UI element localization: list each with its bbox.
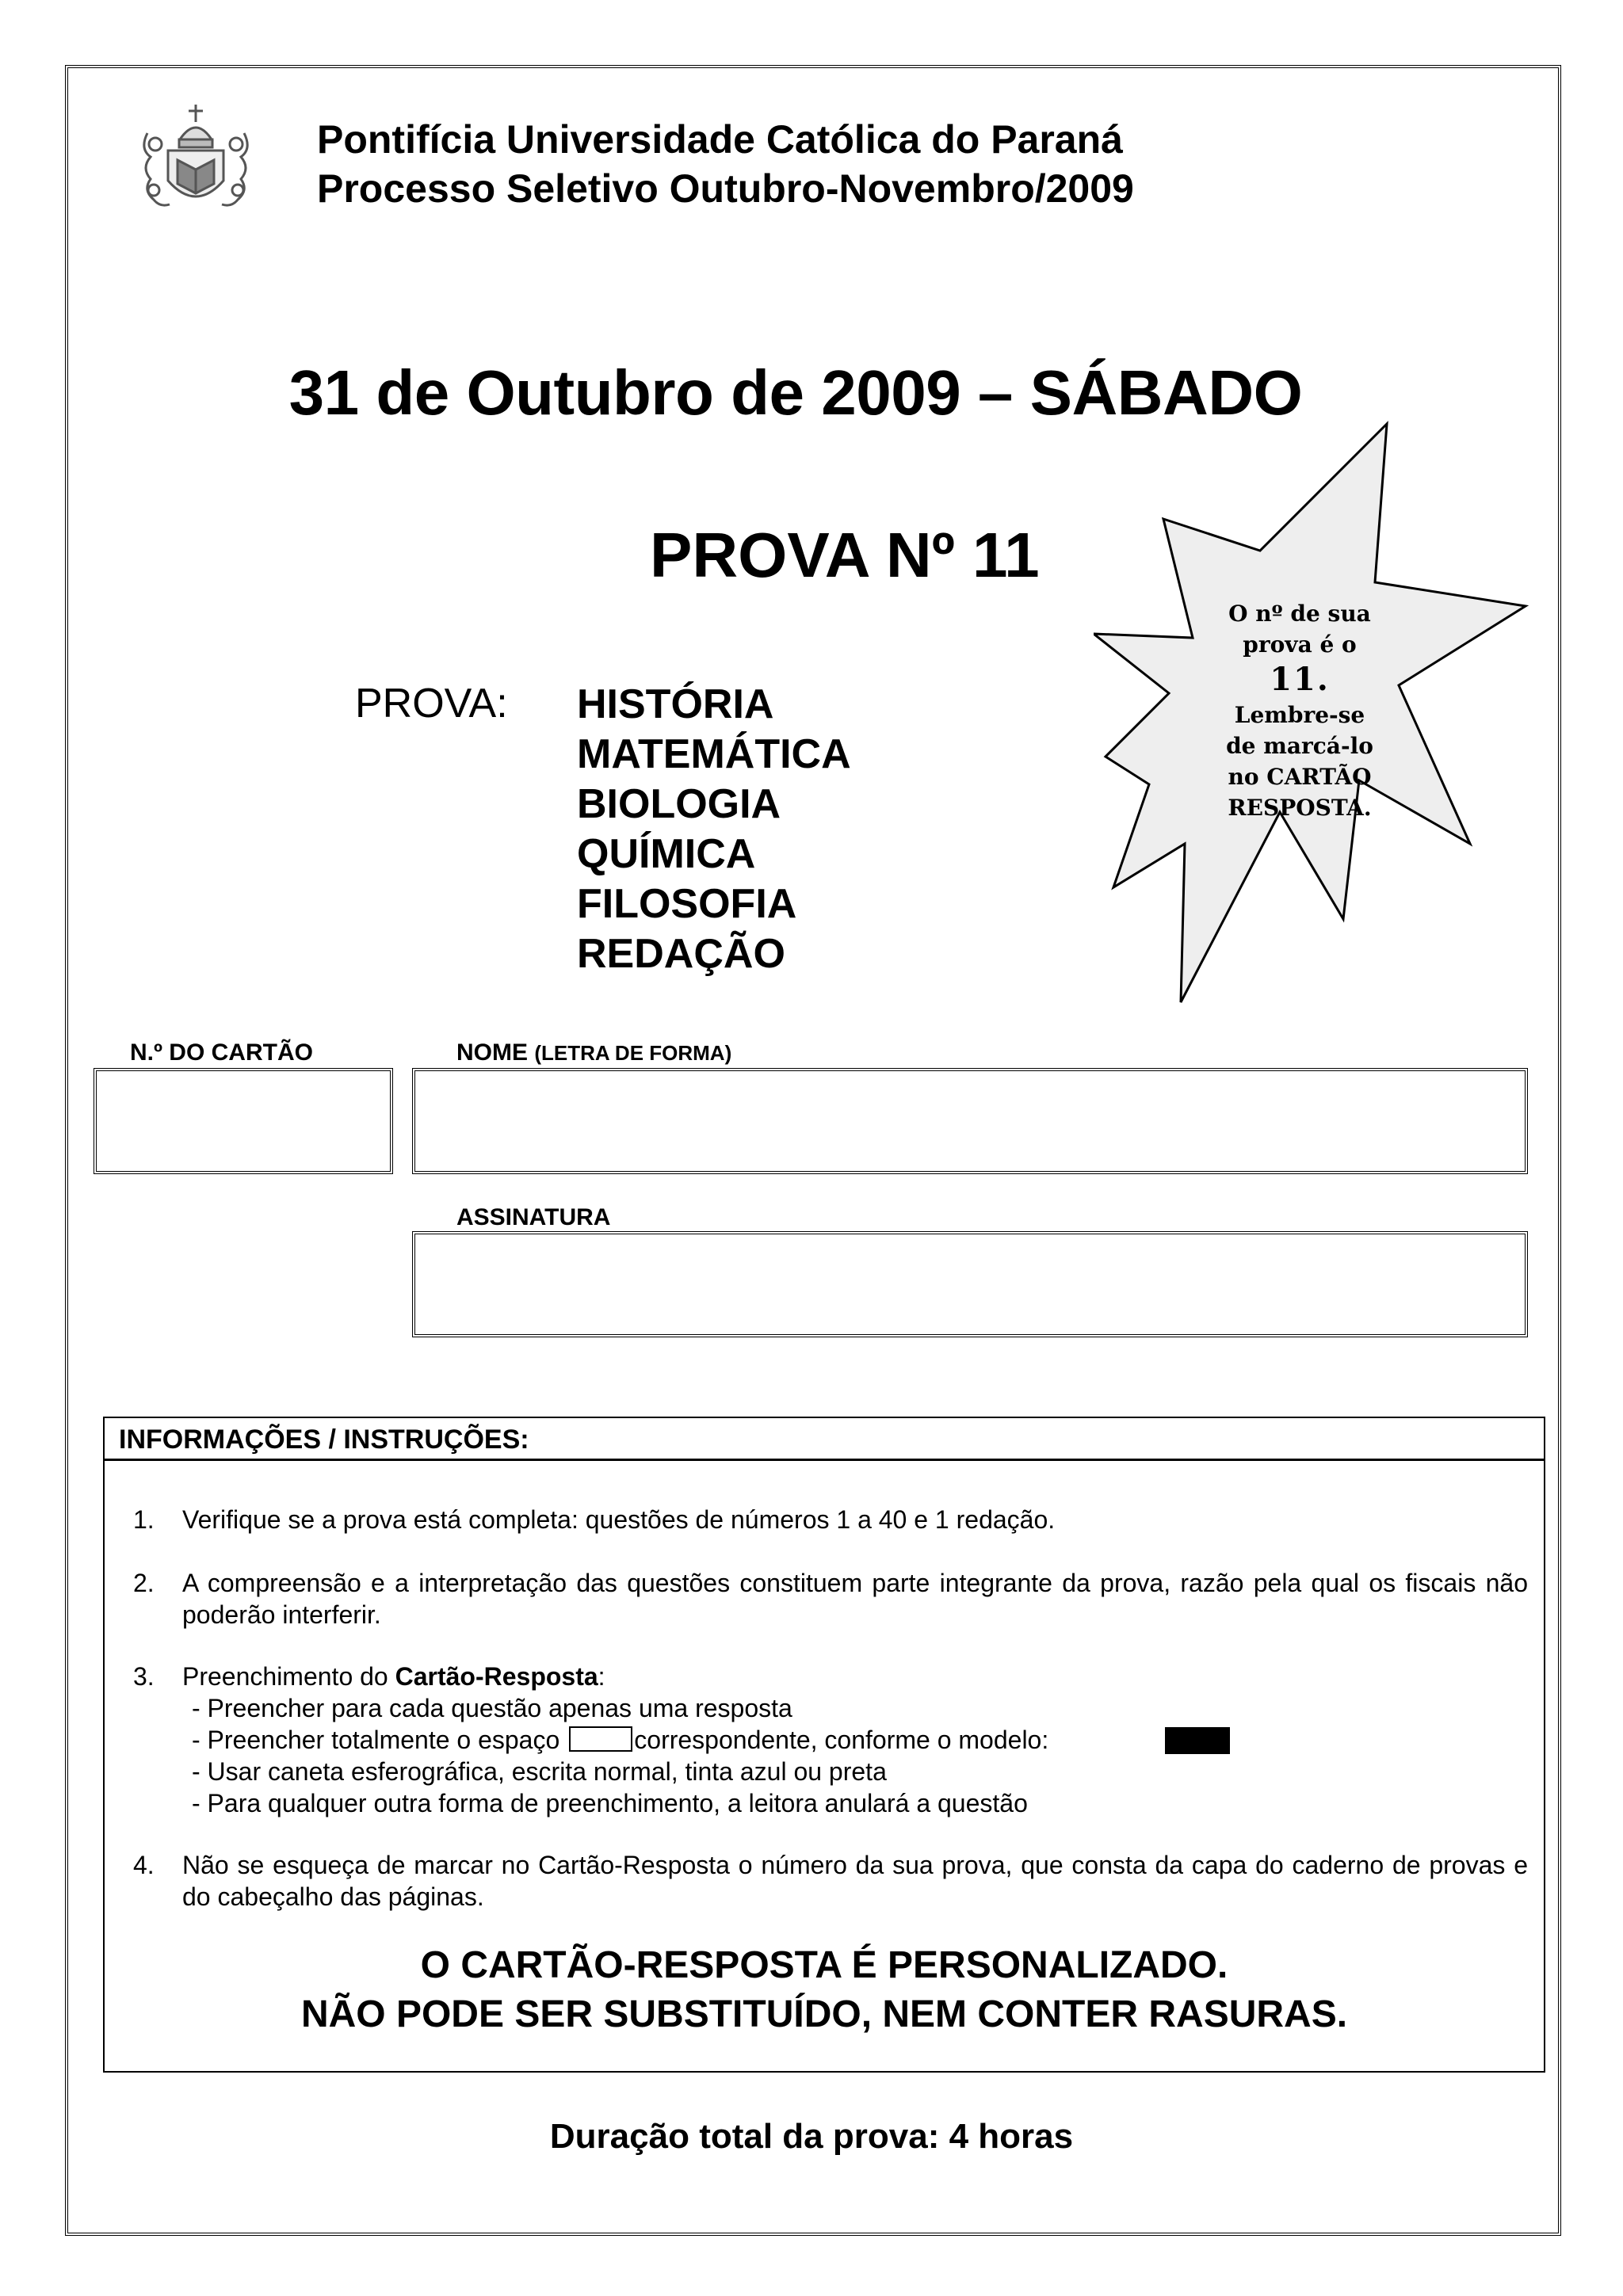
- subject-item: FILOSOFIA: [577, 881, 797, 927]
- reminder-text: [1181, 598, 1419, 823]
- instruction-sub-4: - Para qualquer outra forma de preenchimento, a leitora anulará a questão: [192, 1789, 1028, 1817]
- prova-number-title: PROVA Nº 11: [650, 520, 1040, 590]
- name-field[interactable]: [412, 1068, 1528, 1174]
- instructions-title: INFORMAÇÕES / INSTRUÇÕES:: [103, 1417, 1545, 1461]
- exam-date: [0, 357, 1623, 429]
- process-name: Processo Seletivo Outubro-Novembro/2009: [317, 166, 1134, 211]
- reminder-line: de marcá-lo: [1226, 733, 1373, 759]
- university-crest-icon: [136, 101, 255, 220]
- instruction-item-4: [133, 1849, 1528, 1913]
- empty-box-example: [569, 1726, 632, 1752]
- name-label: [447, 1039, 749, 1066]
- signature-label: ASSINATURA: [447, 1204, 650, 1231]
- name-label-hint: (LETRA DE FORMA): [534, 1041, 732, 1065]
- item3-bold: Cartão-Resposta: [395, 1662, 598, 1691]
- card-number-label: N.º DO CARTÃO: [120, 1039, 324, 1066]
- name-label-text: NOME: [456, 1039, 528, 1066]
- subject-item: MATEMÁTICA: [577, 731, 851, 777]
- item3-suffix: :: [598, 1662, 605, 1691]
- instruction-sub-2: [192, 1724, 1048, 1756]
- item-text: A compreensão e a interpretação das questões constituem parte integrante da prova, razão pela qual os fiscais não poderão interferir.: [182, 1569, 1528, 1629]
- reminder-line: O nº de sua: [1228, 601, 1371, 627]
- instruction-item-2: [133, 1567, 1528, 1630]
- filled-box-example: [1165, 1727, 1230, 1754]
- reminder-line: Lembre-se: [1234, 702, 1365, 728]
- reminder-number: 11.: [1270, 661, 1330, 698]
- instruction-item-1: [133, 1504, 1528, 1535]
- item-number: 2.: [133, 1569, 155, 1597]
- item-text: Não se esqueça de marcar no Cartão-Resposta o número da sua prova, que consta da capa do caderno de provas e do cabeçalho das páginas.: [182, 1851, 1528, 1911]
- item3-prefix: Preenchimento do: [182, 1662, 395, 1691]
- prova-label: PROVA:: [355, 681, 508, 727]
- instruction-sub-3: - Usar caneta esferográfica, escrita normal, tinta azul ou preta: [192, 1757, 887, 1786]
- exam-duration: Duração total da prova: 4 horas: [549, 2117, 1074, 2156]
- sub2-part-a: - Preencher totalmente o espaço: [192, 1726, 560, 1754]
- subject-item: BIOLOGIA: [577, 781, 781, 827]
- subject-item: REDAÇÃO: [577, 931, 785, 977]
- reminder-line: RESPOSTA.: [1228, 795, 1372, 821]
- signature-field[interactable]: [412, 1231, 1528, 1337]
- university-name: Pontifícia Universidade Católica do Paraná: [317, 117, 1123, 162]
- item-text: [182, 1661, 1528, 1692]
- instruction-item-3: [133, 1661, 1528, 1692]
- header-block: [317, 115, 1134, 213]
- notice-line-1: O CARTÃO-RESPOSTA É PERSONALIZADO.: [420, 1944, 1228, 1986]
- reminder-line: prova é o: [1243, 631, 1357, 658]
- notice-line-2: NÃO PODE SER SUBSTITUÍDO, NEM CONTER RASURAS.: [300, 1993, 1348, 2035]
- item-number: 1.: [133, 1505, 155, 1534]
- card-number-field[interactable]: [94, 1068, 393, 1174]
- instruction-sub-1: - Preencher para cada questão apenas uma resposta: [192, 1694, 792, 1722]
- exam-date-text: 31 de Outubro de 2009 – SÁBADO: [288, 357, 1303, 428]
- reminder-line: no CARTÃO: [1228, 764, 1372, 790]
- item-text: Verifique se a prova está completa: questões de números 1 a 40 e 1 redação.: [182, 1505, 1056, 1534]
- subject-item: QUÍMICA: [577, 831, 756, 877]
- subject-list: [577, 680, 851, 979]
- item-number: 3.: [133, 1662, 155, 1691]
- subject-item: HISTÓRIA: [577, 681, 774, 727]
- item-number: 4.: [133, 1851, 155, 1879]
- sub2-part-b: correspondente, conforme o modelo:: [634, 1726, 1049, 1754]
